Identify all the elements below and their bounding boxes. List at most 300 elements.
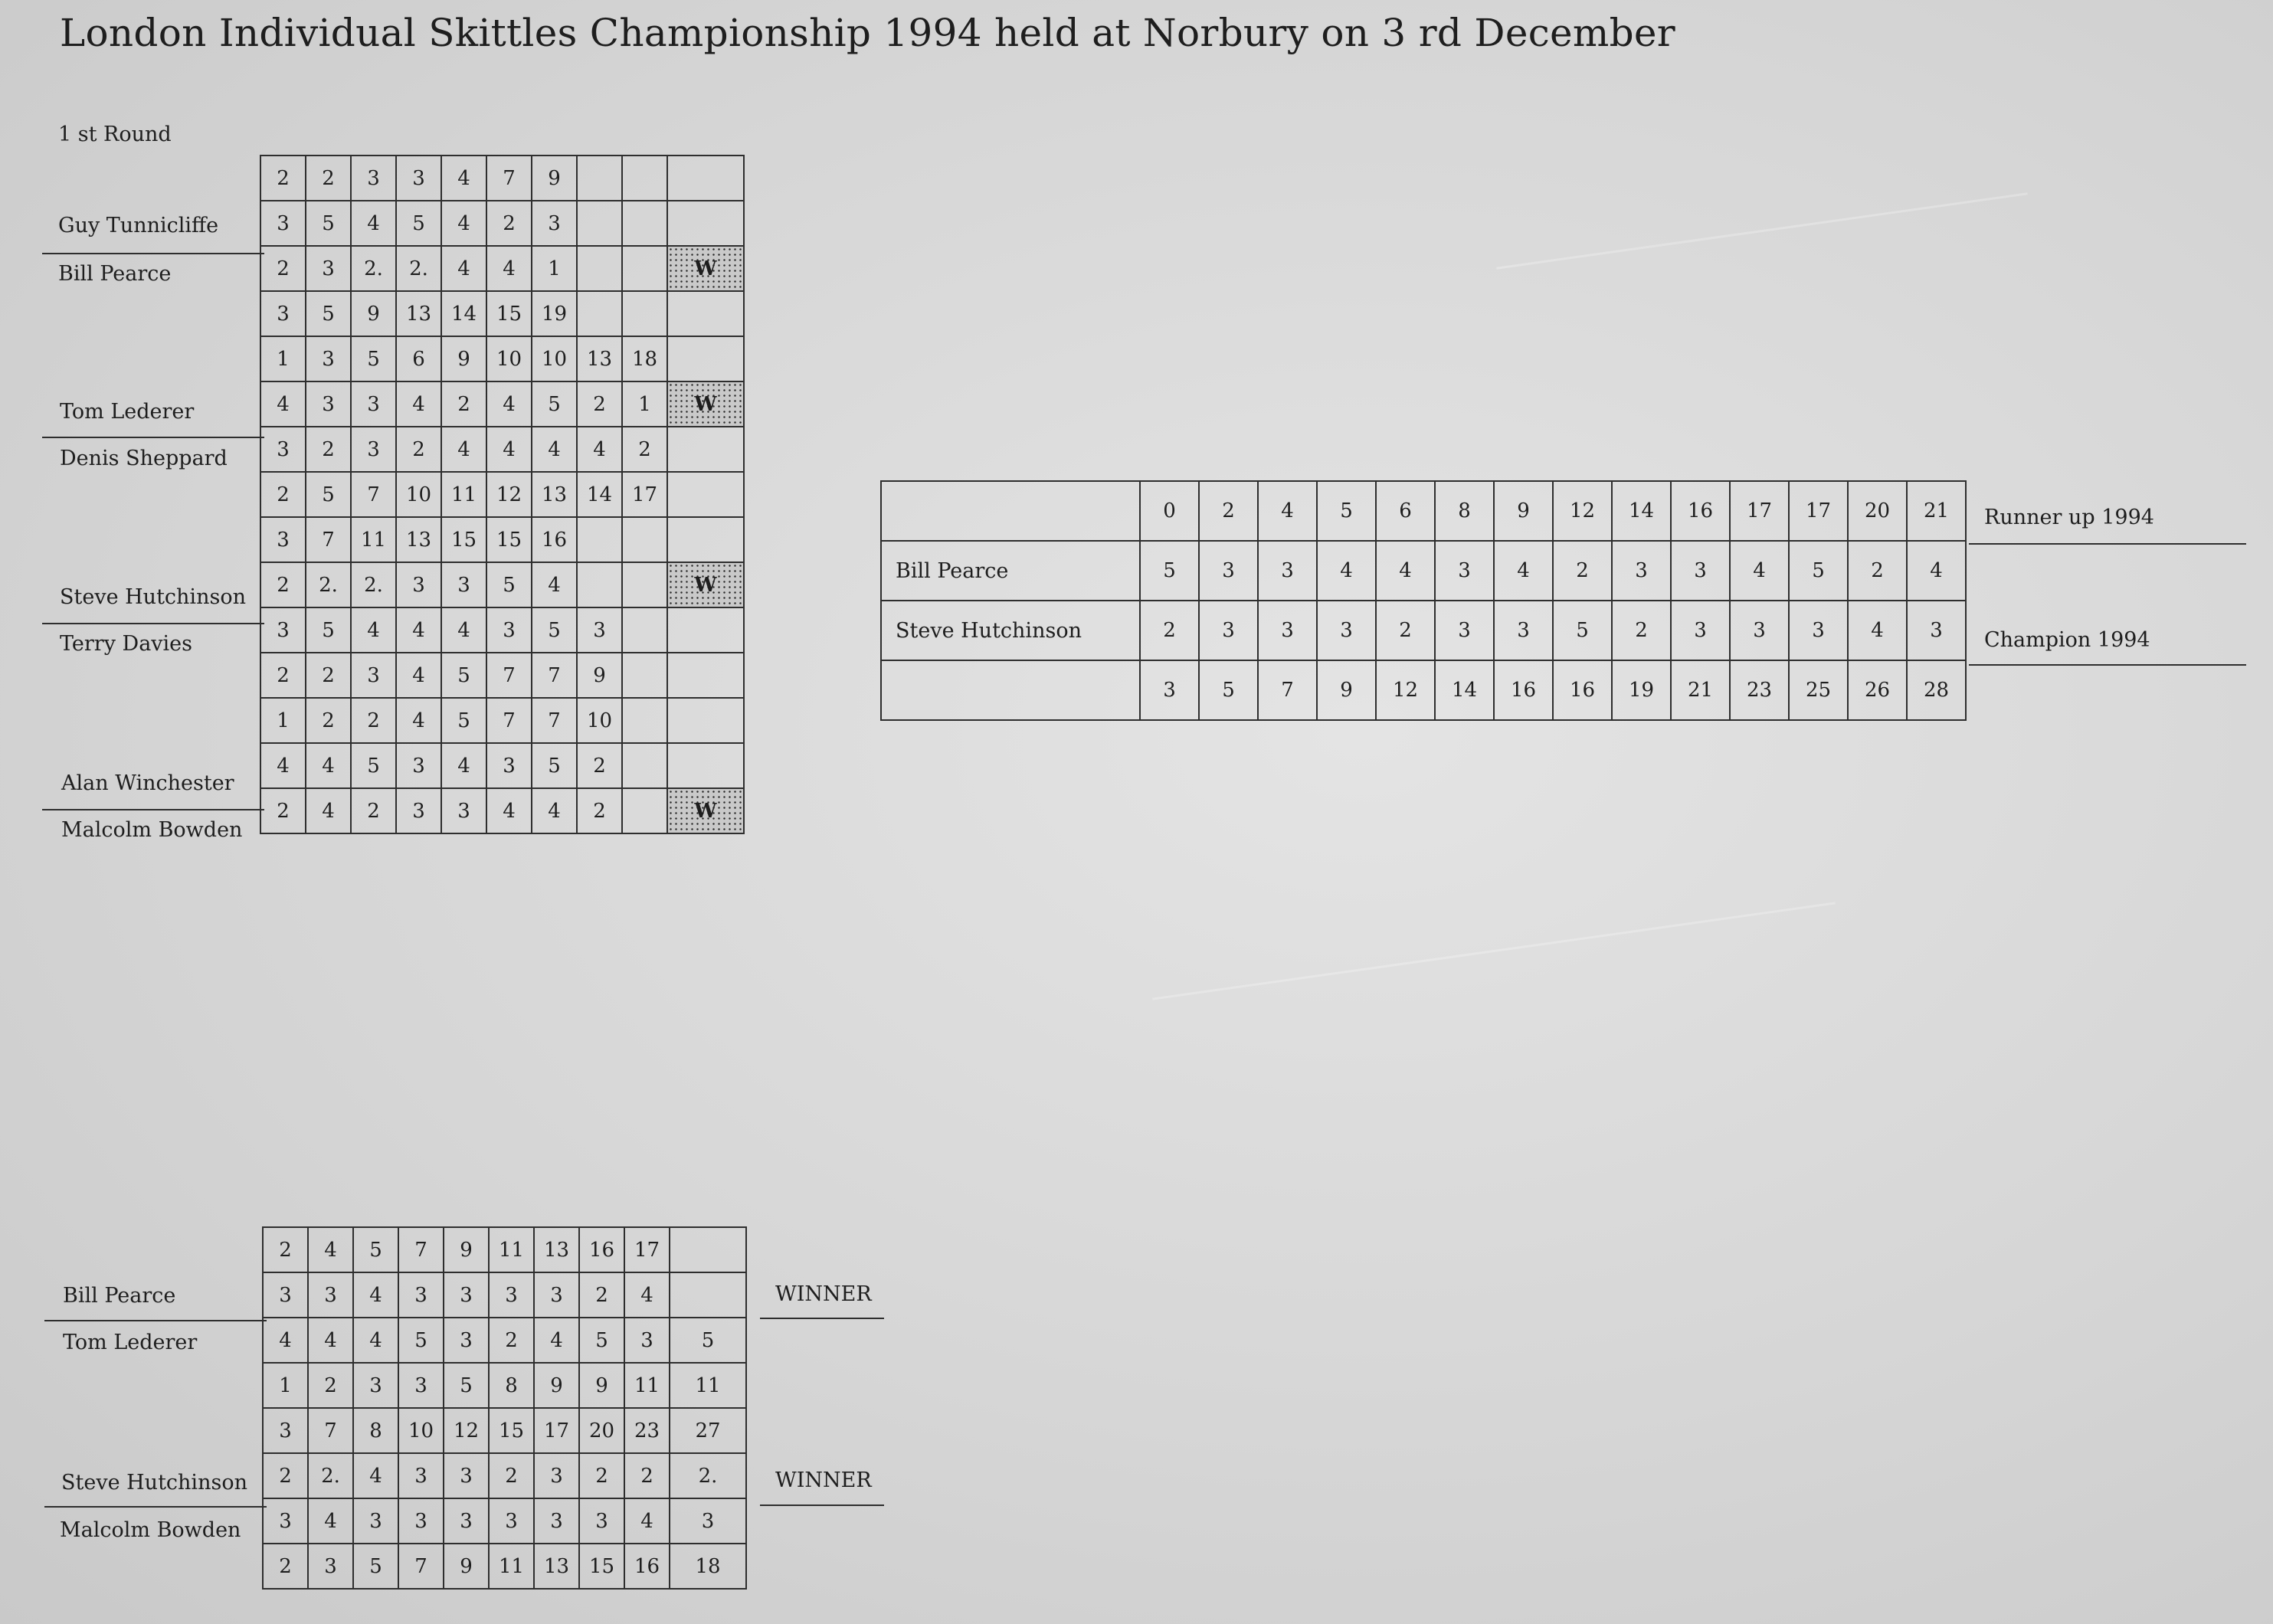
match-divider — [44, 1506, 267, 1508]
score-cell: 3 — [441, 562, 486, 607]
score-cell: 5 — [441, 653, 486, 698]
score-cell: 5 — [444, 1363, 489, 1408]
player-name: Bill Pearce — [58, 262, 172, 286]
score-cell — [622, 246, 667, 291]
score-cell: 11 — [670, 1363, 746, 1408]
score-cell: 4 — [396, 653, 441, 698]
score-cell: 2. — [351, 562, 396, 607]
score-cell: 7 — [398, 1227, 444, 1272]
score-cell: 4 — [260, 743, 306, 788]
score-cell: 3 — [534, 1272, 579, 1318]
score-cell: 9 — [351, 291, 396, 336]
score-cell: 2 — [622, 427, 667, 472]
score-cell: 2 — [1848, 541, 1907, 601]
final-player-name: Steve Hutchinson — [881, 601, 1140, 660]
score-cell: 4 — [306, 788, 351, 833]
score-cell: 3 — [441, 788, 486, 833]
score-cell: 4 — [263, 1318, 308, 1363]
score-cell: 2 — [396, 427, 441, 472]
score-cell: 10 — [396, 472, 441, 517]
score-row — [260, 381, 744, 427]
score-cell: 3 — [1435, 541, 1494, 601]
score-cell: 3 — [260, 427, 306, 472]
score-cell: 2 — [263, 1453, 308, 1498]
score-cell — [670, 1272, 746, 1318]
score-cell: 16 — [1553, 660, 1612, 720]
score-cell: 2 — [577, 743, 622, 788]
score-cell: 3 — [351, 156, 396, 201]
match-divider — [42, 253, 264, 254]
score-cell: 3 — [396, 562, 441, 607]
score-cell: 7 — [398, 1544, 444, 1589]
score-cell: 13 — [396, 291, 441, 336]
score-cell: 4 — [353, 1318, 398, 1363]
score-cell: 16 — [532, 517, 577, 562]
score-cell — [622, 517, 667, 562]
score-cell — [577, 562, 622, 607]
score-cell: 2 — [486, 201, 532, 246]
score-cell: 11 — [489, 1227, 534, 1272]
match-divider — [42, 623, 264, 624]
score-cell — [622, 607, 667, 653]
score-cell: 3 — [306, 381, 351, 427]
score-cell: 3 — [489, 1272, 534, 1318]
score-cell — [577, 156, 622, 201]
score-cell: 3 — [263, 1498, 308, 1544]
score-row — [881, 601, 1966, 660]
score-cell: 3 — [1612, 541, 1671, 601]
score-cell: 2 — [1140, 601, 1199, 660]
score-cell: 8 — [489, 1363, 534, 1408]
score-cell: 13 — [534, 1227, 579, 1272]
score-cell: 16 — [579, 1227, 624, 1272]
score-cell: 9 — [1494, 481, 1553, 541]
score-cell — [622, 291, 667, 336]
score-cell: 3 — [260, 607, 306, 653]
score-cell: 2. — [670, 1453, 746, 1498]
score-cell: 3 — [398, 1453, 444, 1498]
score-cell: 3 — [624, 1318, 670, 1363]
score-cell — [622, 562, 667, 607]
score-cell: 7 — [306, 517, 351, 562]
score-cell: 3 — [1907, 601, 1966, 660]
score-cell: W — [667, 381, 744, 427]
score-cell: 3 — [486, 607, 532, 653]
score-cell: 3 — [396, 788, 441, 833]
winner-divider — [760, 1318, 884, 1319]
score-cell: 15 — [486, 291, 532, 336]
score-cell: 18 — [670, 1544, 746, 1589]
score-cell: 2 — [1612, 601, 1671, 660]
score-cell: 4 — [396, 607, 441, 653]
score-cell: W — [667, 562, 744, 607]
player-name: Malcolm Bowden — [60, 1518, 241, 1542]
score-row — [260, 156, 744, 201]
score-cell: 7 — [1258, 660, 1317, 720]
score-cell: 17 — [534, 1408, 579, 1453]
score-cell: 4 — [486, 246, 532, 291]
score-cell: 3 — [351, 381, 396, 427]
score-row — [263, 1453, 746, 1498]
score-cell: 4 — [351, 201, 396, 246]
score-cell: 4 — [624, 1272, 670, 1318]
score-cell: 4 — [1848, 601, 1907, 660]
score-cell: 19 — [532, 291, 577, 336]
player-name: Guy Tunnicliffe — [58, 214, 219, 237]
score-cell: 2 — [577, 788, 622, 833]
final-divider — [1969, 543, 2246, 545]
champion-label: Champion 1994 — [1984, 628, 2150, 652]
player-name: Bill Pearce — [63, 1284, 176, 1308]
score-row — [260, 698, 744, 743]
score-cell — [667, 336, 744, 381]
score-cell: 2 — [579, 1272, 624, 1318]
score-cell: 5 — [398, 1318, 444, 1363]
score-cell: 8 — [1435, 481, 1494, 541]
round-label: 1 st Round — [58, 123, 172, 146]
score-cell: 7 — [486, 698, 532, 743]
score-cell: 1 — [260, 336, 306, 381]
score-cell: 3 — [398, 1498, 444, 1544]
score-cell: 3 — [532, 201, 577, 246]
score-cell: 4 — [577, 427, 622, 472]
score-cell: 4 — [306, 743, 351, 788]
score-row — [263, 1227, 746, 1272]
score-cell: 2 — [1553, 541, 1612, 601]
score-cell — [577, 517, 622, 562]
score-cell: 3 — [489, 1498, 534, 1544]
score-cell: 15 — [486, 517, 532, 562]
player-name: Terry Davies — [60, 632, 193, 656]
score-cell: 3 — [577, 607, 622, 653]
score-cell: 5 — [353, 1544, 398, 1589]
score-cell: 19 — [1612, 660, 1671, 720]
score-cell — [622, 201, 667, 246]
score-cell: 15 — [441, 517, 486, 562]
score-cell: 4 — [351, 607, 396, 653]
score-row — [260, 472, 744, 517]
score-cell: 7 — [532, 653, 577, 698]
score-cell: 4 — [1730, 541, 1789, 601]
score-cell: 18 — [622, 336, 667, 381]
score-row — [260, 336, 744, 381]
score-cell: 2 — [260, 562, 306, 607]
score-cell: 2 — [263, 1227, 308, 1272]
score-cell: 2 — [263, 1544, 308, 1589]
score-cell: 26 — [1848, 660, 1907, 720]
score-cell: 1 — [260, 698, 306, 743]
score-cell: 4 — [1317, 541, 1376, 601]
score-cell: 4 — [308, 1498, 353, 1544]
score-cell: 3 — [398, 1363, 444, 1408]
score-cell: 17 — [1789, 481, 1848, 541]
score-cell: 4 — [532, 427, 577, 472]
score-cell: 3 — [263, 1408, 308, 1453]
score-cell: 21 — [1671, 660, 1730, 720]
score-cell: 3 — [444, 1318, 489, 1363]
score-cell: 3 — [308, 1544, 353, 1589]
score-cell: 10 — [577, 698, 622, 743]
score-cell: 3 — [260, 517, 306, 562]
score-cell — [622, 653, 667, 698]
score-cell: 0 — [1140, 481, 1199, 541]
score-row — [260, 427, 744, 472]
score-cell: 4 — [260, 381, 306, 427]
score-cell — [667, 743, 744, 788]
score-cell: 13 — [534, 1544, 579, 1589]
score-cell: 2 — [489, 1453, 534, 1498]
player-name: Alan Winchester — [61, 771, 234, 795]
score-cell: 11 — [489, 1544, 534, 1589]
score-cell: 15 — [579, 1544, 624, 1589]
score-cell: 3 — [306, 246, 351, 291]
score-cell: 4 — [624, 1498, 670, 1544]
score-row — [260, 562, 744, 607]
score-cell: 3 — [308, 1272, 353, 1318]
score-cell: 5 — [441, 698, 486, 743]
score-cell — [667, 607, 744, 653]
match-divider — [42, 809, 264, 810]
score-cell: 6 — [1376, 481, 1435, 541]
score-cell: 6 — [396, 336, 441, 381]
score-cell: 20 — [1848, 481, 1907, 541]
winner-label: WINNER — [775, 1468, 872, 1492]
final-score-grid — [880, 480, 1967, 721]
score-cell: 10 — [398, 1408, 444, 1453]
score-cell: 4 — [486, 788, 532, 833]
score-cell: 4 — [441, 743, 486, 788]
score-cell: 9 — [577, 653, 622, 698]
score-cell: 4 — [441, 201, 486, 246]
score-cell — [667, 427, 744, 472]
score-cell: 5 — [1140, 541, 1199, 601]
score-cell: 10 — [486, 336, 532, 381]
score-cell: 5 — [351, 336, 396, 381]
score-row — [263, 1272, 746, 1318]
score-cell: 3 — [396, 743, 441, 788]
score-cell — [667, 201, 744, 246]
paper-crease — [1152, 902, 1836, 1000]
match-divider — [44, 1320, 267, 1321]
score-cell: W — [667, 788, 744, 833]
score-cell: 4 — [1376, 541, 1435, 601]
score-row — [881, 481, 1966, 541]
score-cell — [670, 1227, 746, 1272]
score-cell: 5 — [532, 743, 577, 788]
score-cell: 3 — [398, 1272, 444, 1318]
score-cell: 3 — [1789, 601, 1848, 660]
score-cell: 3 — [306, 336, 351, 381]
score-cell: 13 — [577, 336, 622, 381]
page-title: London Individual Skittles Championship 1994 held at Norbury on 3 rd December — [60, 11, 1676, 55]
score-cell: 4 — [308, 1227, 353, 1272]
score-cell: 5 — [306, 607, 351, 653]
score-cell: 23 — [1730, 660, 1789, 720]
score-cell: 9 — [441, 336, 486, 381]
score-row — [260, 291, 744, 336]
score-cell: 7 — [308, 1408, 353, 1453]
player-name: Malcolm Bowden — [61, 818, 243, 842]
score-cell: 13 — [396, 517, 441, 562]
winner-divider — [760, 1504, 884, 1506]
score-cell: 5 — [306, 472, 351, 517]
score-cell: 3 — [1140, 660, 1199, 720]
score-cell: 3 — [1671, 601, 1730, 660]
score-row — [260, 743, 744, 788]
score-cell: 9 — [1317, 660, 1376, 720]
score-cell: 3 — [353, 1498, 398, 1544]
score-cell: 14 — [1435, 660, 1494, 720]
score-cell: 5 — [1317, 481, 1376, 541]
player-name: Denis Sheppard — [60, 447, 228, 470]
score-cell: 4 — [396, 381, 441, 427]
score-cell: 2. — [306, 562, 351, 607]
score-cell: 3 — [534, 1498, 579, 1544]
score-cell: 13 — [532, 472, 577, 517]
score-cell: 3 — [534, 1453, 579, 1498]
runner-up-label: Runner up 1994 — [1984, 506, 2154, 529]
score-cell — [667, 517, 744, 562]
score-cell: 3 — [1671, 541, 1730, 601]
score-cell: 4 — [486, 381, 532, 427]
score-cell: 3 — [579, 1498, 624, 1544]
score-cell: 2 — [577, 381, 622, 427]
score-cell — [622, 788, 667, 833]
score-cell: 3 — [1199, 541, 1258, 601]
score-row — [260, 201, 744, 246]
score-cell: 5 — [532, 381, 577, 427]
score-row — [881, 541, 1966, 601]
score-cell: 2 — [260, 246, 306, 291]
score-cell: 2 — [351, 788, 396, 833]
score-cell: 3 — [444, 1498, 489, 1544]
score-cell: 9 — [444, 1227, 489, 1272]
player-name: Tom Lederer — [60, 400, 195, 424]
score-cell: 5 — [1789, 541, 1848, 601]
score-cell — [577, 246, 622, 291]
score-cell: 5 — [670, 1318, 746, 1363]
score-cell: 17 — [622, 472, 667, 517]
score-cell: 4 — [532, 788, 577, 833]
score-cell: 16 — [1494, 660, 1553, 720]
score-cell: 21 — [1907, 481, 1966, 541]
score-cell: 7 — [532, 698, 577, 743]
score-cell: 2 — [306, 427, 351, 472]
score-cell: 5 — [306, 201, 351, 246]
score-cell: 2 — [306, 698, 351, 743]
score-cell: 2 — [1376, 601, 1435, 660]
score-cell: 3 — [351, 653, 396, 698]
player-name: Steve Hutchinson — [61, 1471, 247, 1495]
score-cell: 2. — [396, 246, 441, 291]
score-cell: 14 — [577, 472, 622, 517]
score-cell — [667, 698, 744, 743]
score-cell: 5 — [353, 1227, 398, 1272]
score-row — [260, 788, 744, 833]
score-cell — [667, 156, 744, 201]
score-cell: 9 — [534, 1363, 579, 1408]
score-cell: 2 — [441, 381, 486, 427]
score-cell: 2 — [260, 156, 306, 201]
score-cell: 17 — [1730, 481, 1789, 541]
score-cell: 2 — [1199, 481, 1258, 541]
score-cell: 28 — [1907, 660, 1966, 720]
score-cell: 4 — [486, 427, 532, 472]
score-cell: 4 — [532, 562, 577, 607]
score-cell: 3 — [260, 201, 306, 246]
score-cell: 2. — [351, 246, 396, 291]
score-cell: 4 — [441, 246, 486, 291]
final-divider — [1969, 664, 2246, 666]
score-cell: 2 — [260, 653, 306, 698]
score-cell: 3 — [263, 1272, 308, 1318]
score-row — [260, 517, 744, 562]
score-cell: 12 — [1553, 481, 1612, 541]
score-cell: 5 — [396, 201, 441, 246]
score-cell — [667, 291, 744, 336]
score-cell: 1 — [263, 1363, 308, 1408]
score-cell: 2. — [308, 1453, 353, 1498]
score-cell: 3 — [1258, 541, 1317, 601]
score-cell: 3 — [353, 1363, 398, 1408]
score-cell: 2 — [489, 1318, 534, 1363]
score-cell: 15 — [489, 1408, 534, 1453]
score-row — [260, 653, 744, 698]
score-cell: 9 — [579, 1363, 624, 1408]
score-cell: 23 — [624, 1408, 670, 1453]
score-cell: 2 — [306, 156, 351, 201]
score-row — [260, 246, 744, 291]
score-cell: 7 — [486, 156, 532, 201]
score-cell: 5 — [532, 607, 577, 653]
score-cell: 3 — [1258, 601, 1317, 660]
score-cell: 16 — [1671, 481, 1730, 541]
paper-crease — [1496, 192, 2028, 269]
score-cell: 12 — [444, 1408, 489, 1453]
score-cell — [667, 472, 744, 517]
score-row — [263, 1363, 746, 1408]
score-row — [881, 660, 1966, 720]
score-cell: 9 — [444, 1544, 489, 1589]
first-round-score-grid — [260, 155, 745, 834]
score-cell: 14 — [441, 291, 486, 336]
score-cell: 4 — [1907, 541, 1966, 601]
score-cell: 5 — [1199, 660, 1258, 720]
score-cell: 10 — [532, 336, 577, 381]
winner-label: WINNER — [775, 1282, 872, 1306]
score-cell: 3 — [670, 1498, 746, 1544]
score-cell: 3 — [486, 743, 532, 788]
score-cell: 1 — [622, 381, 667, 427]
score-cell: 16 — [624, 1544, 670, 1589]
score-cell: 4 — [441, 607, 486, 653]
player-name: Tom Lederer — [63, 1331, 198, 1354]
score-cell: 4 — [1258, 481, 1317, 541]
score-cell: 3 — [260, 291, 306, 336]
score-cell: 3 — [1435, 601, 1494, 660]
score-cell: 4 — [1494, 541, 1553, 601]
final-player-name: Bill Pearce — [881, 541, 1140, 601]
score-cell: 7 — [486, 653, 532, 698]
score-cell: 3 — [396, 156, 441, 201]
score-row — [260, 607, 744, 653]
score-cell: W — [667, 246, 744, 291]
score-cell — [622, 698, 667, 743]
score-cell: 5 — [579, 1318, 624, 1363]
score-cell: 3 — [1199, 601, 1258, 660]
score-cell: 4 — [308, 1318, 353, 1363]
score-cell: 2 — [624, 1453, 670, 1498]
